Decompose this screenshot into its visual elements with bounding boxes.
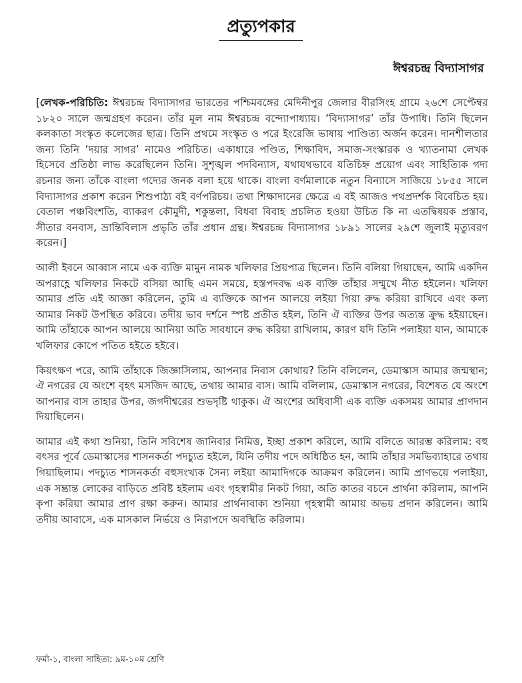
bio-label-text: লেখক-পরিচিতি: — [39, 98, 109, 109]
bio-open-bracket: [ — [36, 98, 40, 109]
title-underline — [219, 40, 303, 41]
page-title: প্রত্যুপকার — [226, 17, 296, 37]
author-name: ঈশ্বরচন্দ্র বিদ্যাসাগর — [393, 61, 484, 75]
page-footer: ফর্মা-১, বাংলা সাহিত্য: ৯ম-১০ম শ্রেণি — [36, 655, 165, 665]
content — [36, 96, 488, 537]
bio-text: ঈশ্বরচন্দ্র বিদ্যাসাগর ভারতের পশ্চিমবঙ্গের মেদিনীপুর জেলার বীরসিংহ গ্রামে ২৬শে সেপ্টেম্বর ১৮২০ সালে জন্মগ্রহণ করেন। তাঁর মূল নাম ঈশ্বরচন্দ্র বন্দ্যোপাধ্যায়। ‘বিদ্যাসাগর’ তাঁর উপাধি। তিনি ছিলেন কলকাতা সংস্কৃত কলেজের ছাত্র। তিনি প্রথমে সংস্কৃত ও পরে ইংরেজি ভাষায় পাণ্ডিত্য অর্জন করেন। দানশীলতার জন্য তিনি ‘দয়ার সাগর’ নামেও পরিচিত। একাধারে পণ্ডিত, শিক্ষাবিদ, সমাজ-সংস্কারক ও খ্যাতনামা লেখক হিসেবে প্রতিষ্ঠা লাভ করেছিলেন তিনি। সুশৃঙ্খল পদবিন্যাস, যথাযথভাবে যতিচিহ্ন প্রয়োগ এবং সাহিত্যিক গদ্য রচনার জন্য তাঁকে বাংলা গদ্যের জনক বলা হয়ে থাকে। বাংলা বর্ণমালাকে নতুন বিন্যাসে সাজিয়ে ১৮৫৫ সালে বিদ্যাসাগর প্রকাশ করেন শিশুপাঠ্য বই বর্ণপরিচয়। তথা শিক্ষাদানের ক্ষেত্রে এ বই আজও পথপ্রদর্শক বিবেচিত হয়। বেতাল পঞ্চবিংশতি, ব্যাকরণ কৌমুদী, শকুন্তলা, বিধবা বিবাহ প্রচলিত হওয়া উচিত কি না এতদ্বিষয়ক প্রস্তাব, সীতার বনবাস, ভ্রান্তিবিলাস প্রভৃতি তাঁর প্রধান গ্রন্থ। ঈশ্বরচন্দ্র বিদ্যাসাগর ১৮৯১ সালের ২৯শে জুলাই মৃত্যুবরণ করেন। — [36, 98, 488, 250]
author-bio — [36, 96, 488, 252]
bio-label — [36, 98, 108, 109]
story-paragraph-1: আলী ইবনে আব্বাস নামে এক ব্যক্তি মামুন নামক খলিফার প্রিয়পাত্র ছিলেন। তিনি বলিয়া গিয়াছেন, আমি একদিন অপরাহ্ণে খলিফার নিকটে বসিয়া আছি এমন সময়ে, হস্তপদবদ্ধ এক ব্যক্তি তাঁহার সম্মুখে নীত হইলেন। খলিফা আমার প্রতি এই আজ্ঞা করিলেন, তুমি এ ব্যক্তিকে আপন আলয়ে লইয়া গিয়া রুদ্ধ করিয়া রাখিবে এবং কল্য আমার নিকট উপস্থিত করিবে। তদীয় ভাব দর্শনে স্পষ্ট প্রতীত হইল, তিনি ঐ ব্যক্তির উপর অত্যন্ত ক্রুদ্ধ হইয়াছেন। আমি তাঁহাকে আপন আলয়ে আনিয়া অতি সাবধানে রুদ্ধ করিয়া রাখিলাম, কারণ যদি তিনি পলাইয়া যান, আমাকে খলিফার কোপে পতিত হইতে হইবে। — [36, 262, 488, 352]
story-paragraph-2: কিয়ৎক্ষণ পরে, আমি তাঁহাকে জিজ্ঞাসিলাম, আপনার নিবাস কোথায়? তিনি বলিলেন, ডেমাস্কাস আমার জন্মস্থান; ঐ নগরের যে অংশে বৃহৎ মসজিদ আছে, তথায় আমার বাস। আমি বলিলাম, ডেমাস্কাস নগরের, বিশেষত যে অংশে আপনার বাস তাহার উপর, জগদীশ্বরের শুভদৃষ্টি থাকুক। ঐ অংশের অধিবাসী এক ব্যক্তি একসময় আমার প্রাণদান দিয়াছিলেন। — [36, 365, 488, 424]
bio-close-bracket: ] — [62, 238, 67, 250]
story-paragraph-3: আমার এই কথা শুনিয়া, তিনি সবিশেষ জানিবার নিমিত্ত, ইচ্ছা প্রকাশ করিলে, আমি বলিতে আরম্ভ করিলাম: বহু বৎসর পূর্বে ডেমাস্কাসের শাসনকর্তা পদচ্যুত হইলে, যিনি তদীয় পদে অধিষ্ঠিত হন, আমি তাঁহার সমভিব্যাহারে তথায় গিয়াছিলাম। পদচ্যুত শাসনকর্তা বহুসংখ্যক সৈন্য লইয়া আমাদিগকে আক্রমণ করিলেন। আমি প্রাণভয়ে পলাইয়া, এক সম্ভ্রান্ত লোকের বাড়িতে প্রবিষ্ট হইলাম এবং গৃহস্বামীর নিকট গিয়া, অতি কাতর বচনে প্রার্থনা করিলাম, আপনি কৃপা করিয়া আমার প্রাণ রক্ষা করুন। আমার প্রার্থনাবাক্য শুনিয়া গৃহস্বামী আমায় অভয় প্রদান করিলেন। আমি তদীয় আবাসে, এক মাসকাল নির্ভয়ে ও নিরাপদে অবস্থিতি করিলাম। — [36, 436, 488, 526]
